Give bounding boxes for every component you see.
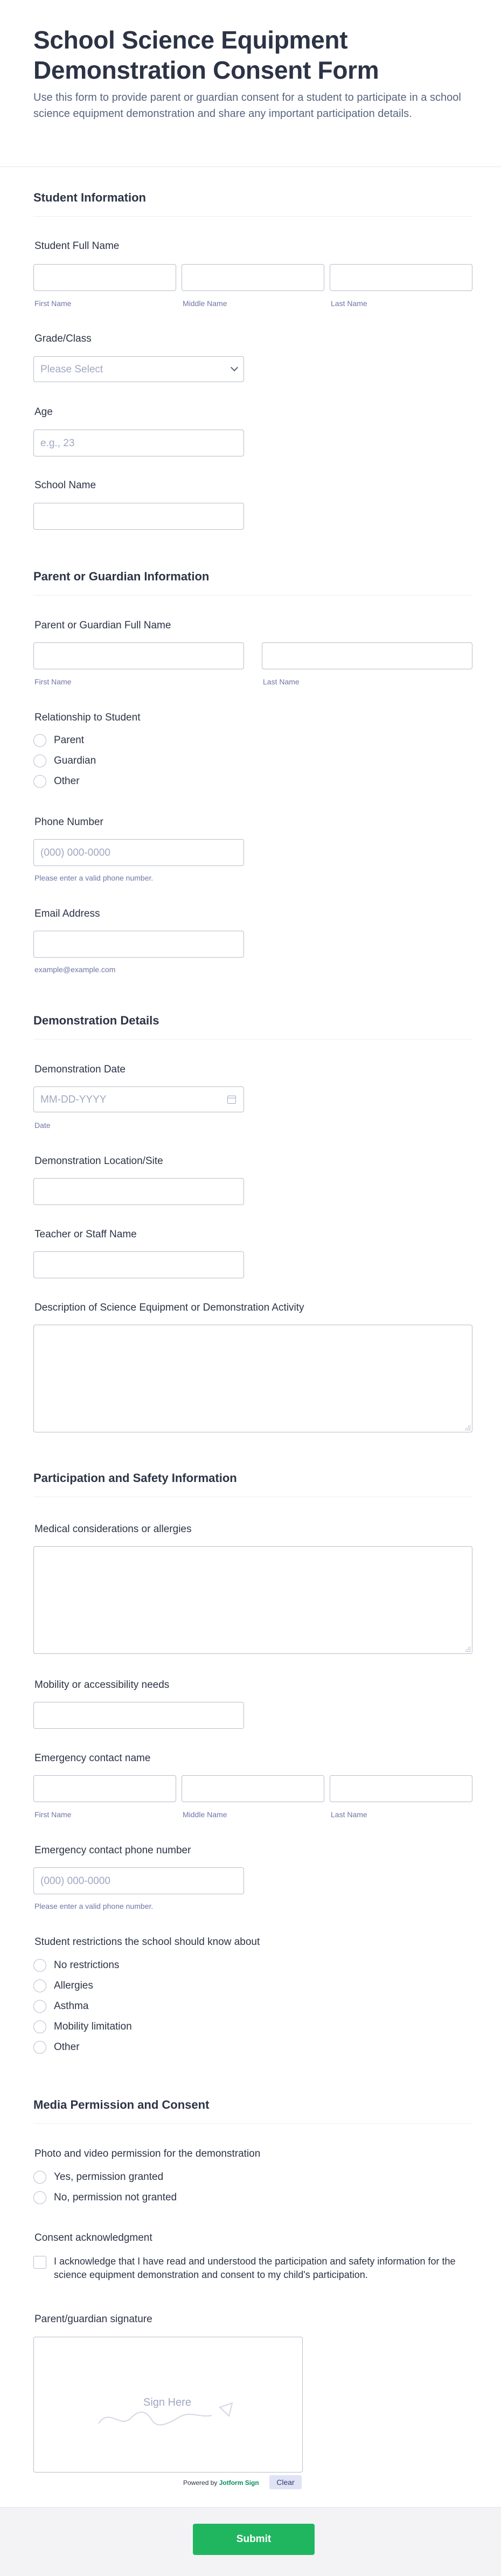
signature-pad[interactable] [33, 2337, 303, 2473]
demo-date-input[interactable] [33, 1086, 244, 1112]
form-title: School Science Equipment Demonstration Consent Form [33, 26, 379, 84]
radio-button[interactable] [33, 2171, 46, 2184]
consent-text: I acknowledge that I have read and understood the participation and safety information for the science equipment demonstration and consent to my child's participation. [54, 2256, 456, 2280]
restriction-option-label: Other [54, 2041, 80, 2053]
demo-date-placeholder: MM-DD-YYYY [40, 1094, 107, 1105]
consent-label: Consent acknowledgment [34, 2232, 152, 2243]
student-last-name-input[interactable] [330, 264, 472, 291]
powered-by-brand: Jotform Sign [219, 2479, 259, 2487]
demo-location-label: Demonstration Location/Site [34, 1155, 163, 1167]
radio-button[interactable] [33, 1979, 46, 1992]
section-title-parent: Parent or Guardian Information [33, 570, 210, 583]
powered-by [183, 2479, 259, 2487]
relationship-option-guardian[interactable] [33, 754, 96, 768]
relationship-option-other[interactable] [33, 774, 80, 788]
student-first-name-sublabel: First Name [34, 299, 72, 308]
relationship-label: Relationship to Student [34, 712, 141, 723]
photo-option-label: Yes, permission granted [54, 2171, 164, 2183]
demo-date-label: Demonstration Date [34, 1064, 126, 1075]
parent-first-name-input[interactable] [33, 642, 244, 669]
emergency-last-name-input[interactable] [330, 1775, 472, 1802]
restriction-option-label: No restrictions [54, 1959, 120, 1971]
email-hint: example@example.com [34, 965, 116, 974]
restriction-option-none[interactable] [33, 1958, 119, 1972]
school-name-input[interactable] [33, 503, 244, 530]
relationship-option-label: Parent [54, 735, 84, 746]
emergency-phone-input[interactable] [33, 1867, 244, 1894]
relationship-option-label: Guardian [54, 755, 96, 766]
emergency-middle-name-input[interactable] [182, 1775, 324, 1802]
demo-description-label: Description of Science Equipment or Demonstration Activity [34, 1302, 304, 1313]
teacher-input[interactable] [33, 1251, 244, 1278]
photo-option-label: No, permission not granted [54, 2192, 177, 2203]
restriction-option-mobility[interactable] [33, 2020, 132, 2034]
section-title-media: Media Permission and Consent [33, 2098, 210, 2111]
grade-label: Grade/Class [34, 333, 92, 344]
relationship-option-parent[interactable] [33, 733, 84, 747]
relationship-option-label: Other [54, 775, 80, 787]
school-name-label: School Name [34, 480, 96, 491]
teacher-label: Teacher or Staff Name [34, 1229, 137, 1240]
emergency-phone-label: Emergency contact phone number [34, 1845, 191, 1856]
calendar-icon[interactable] [227, 1096, 236, 1104]
section-title-student: Student Information [33, 191, 146, 204]
powered-by-text: Powered by [183, 2479, 218, 2487]
form-description: Use this form to provide parent or guardian consent for a student to participate in a school science equipment demonstration and share any important participation details. [33, 92, 461, 120]
parent-full-name-label: Parent or Guardian Full Name [34, 620, 171, 631]
phone-input[interactable] [33, 839, 244, 866]
student-last-name-sublabel: Last Name [331, 299, 367, 308]
consent-checkbox-row[interactable] [33, 2255, 472, 2282]
age-input[interactable] [33, 430, 244, 456]
emergency-first-name-input[interactable] [33, 1775, 176, 1802]
emergency-first-name-sublabel: First Name [34, 1810, 72, 1819]
phone-label: Phone Number [34, 816, 103, 828]
photo-permission-label: Photo and video permission for the demonstration [34, 2148, 261, 2159]
radio-button[interactable] [33, 734, 46, 747]
restriction-option-label: Allergies [54, 1980, 93, 1991]
section-divider [33, 2123, 472, 2124]
demo-location-input[interactable] [33, 1178, 244, 1205]
student-middle-name-input[interactable] [182, 264, 324, 291]
email-input[interactable] [33, 931, 244, 958]
radio-button[interactable] [33, 754, 46, 767]
emergency-middle-name-sublabel: Middle Name [183, 1810, 227, 1819]
age-label: Age [34, 406, 53, 418]
section-media [33, 2098, 472, 2112]
emergency-phone-hint: Please enter a valid phone number. [34, 1902, 154, 1910]
student-full-name-label: Student Full Name [34, 240, 120, 252]
phone-placeholder: (000) 000-0000 [40, 847, 110, 858]
resize-handle-icon[interactable] [465, 1646, 470, 1652]
restriction-option-other[interactable] [33, 2040, 80, 2054]
radio-button[interactable] [33, 2191, 46, 2204]
parent-last-name-input[interactable] [262, 642, 472, 669]
phone-hint: Please enter a valid phone number. [34, 874, 154, 882]
section-demonstration [33, 1014, 472, 1028]
medical-textarea[interactable] [33, 1546, 472, 1654]
signature-placeholder: Sign Here [143, 2397, 191, 2408]
age-placeholder: e.g., 23 [40, 438, 75, 449]
mobility-input[interactable] [33, 1702, 244, 1729]
parent-last-name-sublabel: Last Name [263, 677, 300, 686]
restriction-option-asthma[interactable] [33, 1999, 88, 2013]
restriction-option-label: Asthma [54, 2000, 89, 2012]
restrictions-label: Student restrictions the school should know about [34, 1936, 260, 1948]
email-label: Email Address [34, 908, 100, 919]
student-middle-name-sublabel: Middle Name [183, 299, 227, 308]
radio-button[interactable] [33, 2020, 46, 2033]
student-first-name-input[interactable] [33, 264, 176, 291]
submit-button[interactable]: Submit [193, 2524, 315, 2555]
radio-button[interactable] [33, 2041, 46, 2054]
restriction-option-label: Mobility limitation [54, 2021, 132, 2032]
section-title-demonstration: Demonstration Details [33, 1014, 159, 1027]
section-divider [33, 216, 472, 217]
grade-select-value: Please Select [40, 364, 103, 375]
emergency-name-label: Emergency contact name [34, 1753, 151, 1764]
radio-button[interactable] [33, 1959, 46, 1972]
parent-first-name-sublabel: First Name [34, 677, 72, 686]
demo-description-textarea[interactable] [33, 1325, 472, 1432]
resize-handle-icon[interactable] [465, 1425, 470, 1430]
section-divider [33, 1039, 472, 1040]
mobility-label: Mobility or accessibility needs [34, 1679, 170, 1691]
section-student [33, 191, 472, 205]
clear-signature-button[interactable]: Clear [269, 2475, 302, 2489]
section-title-safety: Participation and Safety Information [33, 1471, 237, 1485]
consent-checkbox[interactable] [33, 2256, 46, 2269]
signature-label: Parent/guardian signature [34, 2314, 152, 2325]
grade-select[interactable] [33, 356, 244, 382]
emergency-phone-placeholder: (000) 000-0000 [40, 1875, 110, 1887]
photo-option-no[interactable] [33, 2191, 177, 2205]
restriction-option-allergies[interactable] [33, 1979, 93, 1993]
medical-label: Medical considerations or allergies [34, 1524, 192, 1535]
radio-button[interactable] [33, 2000, 46, 2013]
photo-option-yes[interactable] [33, 2170, 163, 2184]
form-header [0, 0, 501, 167]
section-parent [33, 570, 472, 584]
radio-button[interactable] [33, 775, 46, 788]
emergency-last-name-sublabel: Last Name [331, 1810, 367, 1819]
demo-date-hint: Date [34, 1121, 51, 1130]
section-safety [33, 1471, 472, 1485]
chevron-down-icon [231, 364, 238, 371]
